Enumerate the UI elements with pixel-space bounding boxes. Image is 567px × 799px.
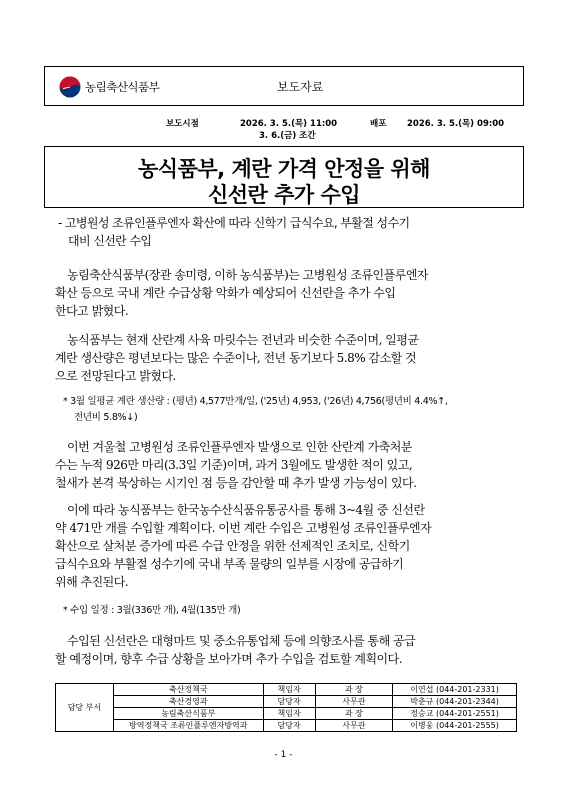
paragraph-line: 급식수요와 부활절 성수기에 국내 부족 물량의 일부를 시장에 공급하기 [55, 557, 404, 571]
subtitle-line2: 대비 신선란 수입 [68, 234, 152, 248]
paragraph-line: 철새가 본격 북상하는 시기인 점 등을 감안할 때 추가 발생 가능성이 있다. [55, 476, 417, 490]
paragraph-line: 농림축산식품부(장관 송미령, 이하 농식품부)는 고병원성 조류인플루엔자 [67, 268, 429, 282]
paragraph-line: 이번 겨울철 고병원성 조류인플루엔자 발생으로 인한 산란계 가축처분 [67, 440, 412, 454]
dept-cell: 축산정책국 [113, 684, 263, 696]
page-number: - 1 - [274, 750, 293, 760]
table-row [56, 696, 517, 708]
subtitle [58, 214, 528, 250]
contact-cell: 박춘규 (044-201-2344) [393, 696, 517, 708]
rank-cell: 과 장 [315, 708, 393, 720]
document-type: 보도자료 [277, 80, 324, 94]
paragraph-line: 할 예정이며, 향후 수급 상황을 보아가며 추가 수입을 검토할 계획이다. [55, 652, 403, 666]
footnote-line: * 수입 일정 : 3월(336만 개), 4월(135만 개) [63, 605, 241, 616]
paragraph-2 [55, 331, 515, 385]
contact-cell: 이병웅 (044-201-2555) [393, 720, 517, 732]
role-cell: 책임자 [263, 708, 315, 720]
page-title-line2: 신선란 추가 수입 [207, 183, 361, 207]
paragraph-4 [55, 501, 515, 591]
organization-name: 농림축산식품부 [85, 80, 160, 94]
contacts-table [55, 683, 517, 732]
paragraph-line: 수는 누적 926만 마리(3.3일 기준)이며, 과거 3월에도 발생한 적이 있고, [55, 458, 413, 472]
table-row [56, 684, 517, 696]
footnote-line: * 3월 일평균 계란 생산량 : (평년) 4,577만개/일, ('25년) 4,953, ('26년) 4,756(평년비 4.4%↑, [63, 396, 448, 407]
role-cell: 책임자 [263, 684, 315, 696]
subtitle-line1: - 고병원성 조류인플루엔자 확산에 따라 신학기 급식수요, 부활절 성수기 [58, 216, 410, 230]
contact-cell: 이연섭 (044-201-2331) [393, 684, 517, 696]
title-box [44, 146, 524, 208]
paragraph-line: 한다고 밝혔다. [55, 304, 129, 318]
paragraph-line: 이에 따라 농식품부는 한국농수산식품유통공사를 통해 3~4월 중 신선란 [67, 503, 425, 517]
paragraph-line: 확산으로 살처분 증가에 따른 수급 안정을 위한 선제적인 조치로, 신학기 [55, 539, 410, 553]
table-row [56, 720, 517, 732]
paragraph-line: 수입된 신선란은 대형마트 및 중소유통업체 등에 의향조사를 통해 공급 [67, 634, 416, 648]
paragraph-1 [55, 266, 515, 320]
rank-cell: 사무관 [315, 720, 393, 732]
paragraph-line: 계란 생산량은 평년보다는 많은 수준이나, 전년 동기보다 5.8% 감소할 것 [55, 351, 417, 365]
page-title-line1: 농식품부, 계란 가격 안정을 위해 [138, 157, 430, 181]
footnote-import-schedule [63, 603, 518, 619]
paragraph-line: 농식품부는 현재 산란계 사육 마릿수는 전년과 비슷한 수준이며, 일평균 [67, 333, 419, 347]
distribution-label: 배포 [370, 119, 387, 129]
paragraph-line: 약 471만 개를 수입할 계획이다. 이번 계란 수입은 고병원성 조류인플루엔자 [55, 521, 432, 535]
dept-cell: 농림축산식품부 [113, 708, 263, 720]
footnote-line: 전년비 5.8%↓) [74, 412, 138, 423]
release-time-line1: 2026. 3. 5.(목) 11:00 [240, 119, 338, 129]
rank-cell: 사무관 [315, 696, 393, 708]
paragraph-5 [55, 632, 515, 668]
release-time-line2: 3. 6.(금) 조간 [259, 131, 316, 141]
table-row [56, 708, 517, 720]
government-logo-icon [59, 76, 81, 98]
dept-cell: 축산경영과 [113, 696, 263, 708]
role-cell: 담당자 [263, 696, 315, 708]
header-box [44, 66, 524, 106]
contact-cell: 정승교 (044-201-2551) [393, 708, 517, 720]
distribution-time: 2026. 3. 5.(목) 09:00 [407, 119, 505, 129]
dept-label-cell: 담당 부서 [56, 684, 114, 732]
paragraph-line: 으로 전망된다고 밝혔다. [55, 369, 176, 383]
footnote-production [63, 394, 518, 426]
paragraph-line: 위해 추진된다. [55, 575, 129, 589]
paragraph-3 [55, 438, 515, 492]
rank-cell: 과 장 [315, 684, 393, 696]
release-label: 보도시점 [166, 119, 199, 129]
dept-cell: 방역정책국 조류인플루엔자방역과 [113, 720, 263, 732]
paragraph-line: 확산 등으로 국내 계란 수급상황 악화가 예상되어 신선란을 추가 수입 [55, 286, 396, 300]
role-cell: 담당자 [263, 720, 315, 732]
